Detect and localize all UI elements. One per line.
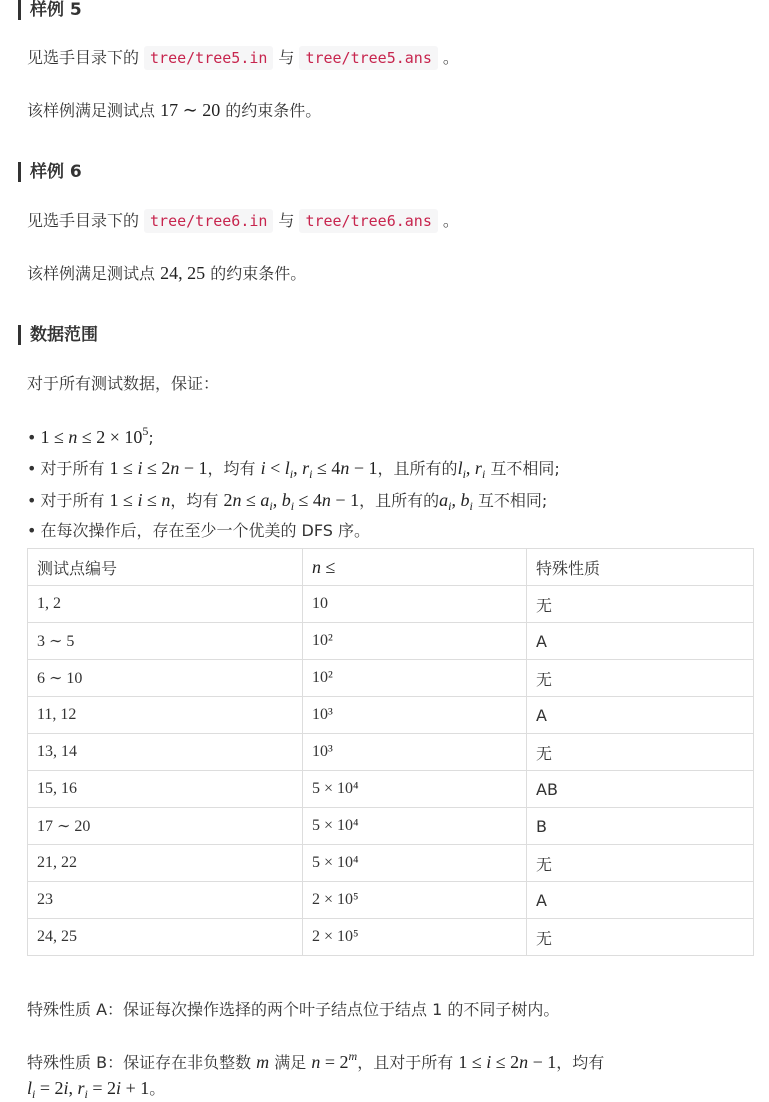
cell-test-id: 15, 16 (28, 771, 303, 808)
sample6-files-prefix: 见选手目录下的 (27, 211, 140, 230)
bullet-2-formula-3: $l_i$, $r_i$ (457, 458, 486, 481)
table-row (28, 697, 754, 734)
sample5-files-line (27, 45, 459, 71)
property-b-m: m (256, 1052, 270, 1072)
cell-special-property: 无 (527, 919, 754, 956)
sample5-range-end: 20 (202, 100, 221, 120)
cell-n-limit: 5 × 10⁴ (303, 771, 527, 808)
table-row (28, 586, 754, 623)
bullet-3-mid2: ，且所有的 (359, 491, 440, 510)
bullet-3-end: 互不相同; (477, 491, 548, 510)
sample5-range (160, 100, 220, 120)
property-a: 特殊性质 A：保证每次操作选择的两个叶子结点位于结点 1 的不同子树内。 (27, 1000, 560, 1019)
sample6-ans-file: tree/tree6.ans (299, 209, 437, 233)
table-row (28, 845, 754, 882)
property-b-formula-3: $l_i = 2i$, $r_i = 2i + 1$ (27, 1078, 150, 1101)
table-row (28, 660, 754, 697)
bullet-dot: • (27, 428, 37, 447)
data-range-heading: 数据范围 (18, 325, 98, 345)
property-b-line2 (27, 1075, 165, 1102)
bullet-dot: • (27, 491, 37, 510)
sample5-connector: 与 (278, 48, 295, 67)
cell-n-limit: 10² (303, 623, 527, 660)
cell-special-property: A (527, 882, 754, 919)
bullet-3-mid: ，均有 (170, 491, 219, 510)
cell-test-id: 13, 14 (28, 734, 303, 771)
constraints-table (27, 548, 754, 956)
table-row (28, 771, 754, 808)
sample5-files-suffix: 。 (442, 48, 459, 67)
cell-n-limit: 10³ (303, 734, 527, 771)
bullet-1-end: ; (148, 428, 154, 447)
cell-n-limit: 5 × 10⁴ (303, 808, 527, 845)
bullet-2-end: 互不相同; (490, 459, 560, 478)
sample5-constraint-line (27, 97, 321, 124)
cell-test-id: 24, 25 (28, 919, 303, 956)
bullet-2-mid: ，均有 (207, 459, 256, 478)
sample5-constraint-prefix: 该样例满足测试点 (27, 101, 156, 120)
bullet-4 (27, 518, 370, 544)
sample6-heading: 样例 6 (18, 162, 82, 182)
sample5-ans-file: tree/tree5.ans (299, 46, 437, 70)
bullet-3-formula-1: 1 ≤ i ≤ n (109, 490, 171, 510)
property-b-pre: 特殊性质 B：保证存在非负整数 (27, 1053, 252, 1072)
cell-n-limit: 10 (303, 586, 527, 623)
sample6-connector: 与 (278, 211, 295, 230)
property-b-mid: 满足 (274, 1053, 307, 1072)
table-header-row (28, 549, 754, 586)
data-range-intro: 对于所有测试数据，保证： (27, 374, 220, 393)
bullet-2-pre: 对于所有 (40, 459, 105, 478)
sample6-in-file: tree/tree6.in (144, 209, 273, 233)
header-test-id: 测试点编号 (28, 549, 303, 586)
cell-n-limit: 10³ (303, 697, 527, 734)
bullet-3-formula-2: $2n \le a_i$, $b_i \le 4n - 1$ (223, 490, 360, 513)
table-row (28, 623, 754, 660)
cell-test-id: 17 ∼ 20 (28, 808, 303, 845)
bullet-2-formula-2: $i < l_i$, $r_i \le 4n - 1$ (260, 458, 378, 481)
bullet-4-text: 在每次操作后，存在至少一个优美的 DFS 序。 (40, 521, 371, 540)
header-special-property: 特殊性质 (527, 549, 754, 586)
bullet-dot: • (27, 459, 37, 478)
bullet-1 (27, 424, 154, 451)
cell-n-limit: 2 × 10⁵ (303, 882, 527, 919)
bullet-2 (27, 455, 560, 482)
table-row (28, 919, 754, 956)
cell-special-property: B (527, 808, 754, 845)
bullet-dot: • (27, 521, 37, 540)
cell-test-id: 21, 22 (28, 845, 303, 882)
sample6-files-line (27, 208, 459, 234)
cell-test-id: 3 ∼ 5 (28, 623, 303, 660)
header-n-limit: n ≤ (303, 549, 527, 586)
bullet-3-formula-3: $a_i$, $b_i$ (439, 490, 473, 513)
sample5-in-file: tree/tree5.in (144, 46, 273, 70)
property-b-end: 。 (149, 1079, 166, 1098)
bullet-3 (27, 487, 547, 514)
property-b-formula-1: $n = 2^m$ (311, 1049, 358, 1072)
cell-test-id: 6 ∼ 10 (28, 660, 303, 697)
bullet-1-formula: $1 \le n \le 2 \times 10^5$ (40, 424, 149, 447)
property-b-mid3: ，均有 (556, 1053, 605, 1072)
property-b-line1 (27, 1049, 604, 1076)
cell-special-property: AB (527, 771, 754, 808)
table-row (28, 734, 754, 771)
cell-test-id: 23 (28, 882, 303, 919)
sample5-heading: 样例 5 (18, 0, 82, 20)
sample5-range-sep: ∼ (182, 100, 198, 120)
cell-n-limit: 10² (303, 660, 527, 697)
table-row (28, 882, 754, 919)
sample6-constraint-suffix: 的约束条件。 (210, 264, 307, 283)
table-row (28, 808, 754, 845)
cell-special-property: 无 (527, 734, 754, 771)
sample5-range-start: 17 (160, 100, 179, 120)
sample6-constraint-prefix: 该样例满足测试点 (27, 264, 156, 283)
cell-n-limit: 2 × 10⁵ (303, 919, 527, 956)
cell-special-property: 无 (527, 586, 754, 623)
property-b-formula-2: 1 ≤ i ≤ 2n − 1 (458, 1052, 557, 1072)
bullet-2-mid2: ，且所有的 (377, 459, 458, 478)
bullet-3-pre: 对于所有 (40, 491, 105, 510)
cell-test-id: 1, 2 (28, 586, 303, 623)
cell-test-id: 11, 12 (28, 697, 303, 734)
cell-special-property: 无 (527, 845, 754, 882)
sample6-constraint-line (27, 260, 306, 287)
sample6-points: 24, 25 (160, 263, 206, 283)
cell-n-limit: 5 × 10⁴ (303, 845, 527, 882)
sample5-constraint-suffix: 的约束条件。 (225, 101, 322, 120)
bullet-2-formula-1: 1 ≤ i ≤ 2n − 1 (109, 458, 208, 478)
cell-special-property: 无 (527, 660, 754, 697)
sample5-files-prefix: 见选手目录下的 (27, 48, 140, 67)
cell-special-property: A (527, 697, 754, 734)
sample6-files-suffix: 。 (442, 211, 459, 230)
property-b-mid2: ，且对于所有 (357, 1053, 454, 1072)
cell-special-property: A (527, 623, 754, 660)
